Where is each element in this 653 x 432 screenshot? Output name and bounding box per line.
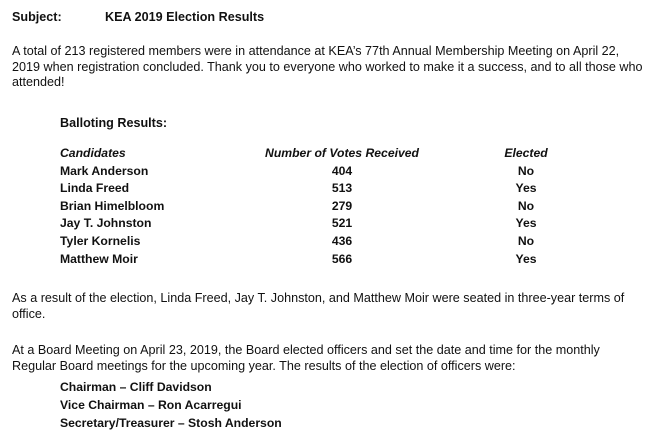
officer-chairman: Chairman – Cliff Davidson — [60, 380, 212, 394]
balloting-results-table — [60, 145, 606, 268]
board-meeting-paragraph: At a Board Meeting on April 23, 2019, the Board elected officers and set the date and time for the monthly Regular Board meetings for the upcoming year. The results of the election of officers were: — [12, 343, 600, 373]
officer-vice-chairman: Vice Chairman – Ron Acarregui — [60, 398, 242, 412]
candidate-name: Mark Anderson — [60, 163, 149, 178]
balloting-results-title: Balloting Results: — [60, 116, 168, 130]
subject-label: Subject: — [12, 10, 62, 24]
table-row — [60, 198, 606, 216]
candidate-elected: Yes — [515, 181, 537, 196]
candidate-votes: 566 — [331, 251, 353, 266]
result-paragraph: As a result of the election, Linda Freed, Jay T. Johnston, and Matthew Moir were seated in three-year terms of office. — [12, 291, 625, 321]
candidate-name: Jay T. Johnston — [60, 216, 152, 231]
table-row — [60, 251, 606, 269]
candidate-elected: Yes — [515, 216, 537, 231]
candidate-votes: 404 — [331, 163, 353, 178]
candidate-name: Matthew Moir — [60, 251, 138, 266]
table-row — [60, 215, 606, 233]
candidate-elected: No — [517, 234, 535, 249]
subject-line — [12, 10, 265, 26]
candidate-votes: 279 — [331, 198, 353, 213]
table-row — [60, 163, 606, 181]
candidate-votes: 521 — [331, 216, 353, 231]
header-candidates: Candidates — [60, 146, 126, 161]
candidate-elected: No — [517, 198, 535, 213]
officer-secretary-treasurer: Secretary/Treasurer – Stosh Anderson — [60, 416, 282, 430]
candidate-name: Brian Himelbloom — [60, 198, 165, 213]
candidate-votes: 513 — [331, 181, 353, 196]
table-row — [60, 180, 606, 198]
intro-paragraph: A total of 213 registered members were in attendance at KEA’s 77th Annual Membership Meeting on April 22, 2019 when registration concluded. Thank you to everyone who worked to make it a success, and to all those who attended! — [12, 44, 643, 89]
header-elected: Elected — [504, 146, 548, 161]
officers-list — [60, 378, 282, 432]
table-header-row — [60, 145, 606, 163]
subject-value: KEA 2019 Election Results — [105, 10, 265, 24]
table-row — [60, 233, 606, 251]
candidate-votes: 436 — [331, 234, 353, 249]
candidate-name: Tyler Kornelis — [60, 234, 141, 249]
header-votes: Number of Votes Received — [265, 146, 419, 161]
candidate-name: Linda Freed — [60, 181, 130, 196]
candidate-elected: No — [517, 163, 535, 178]
candidate-elected: Yes — [515, 251, 537, 266]
